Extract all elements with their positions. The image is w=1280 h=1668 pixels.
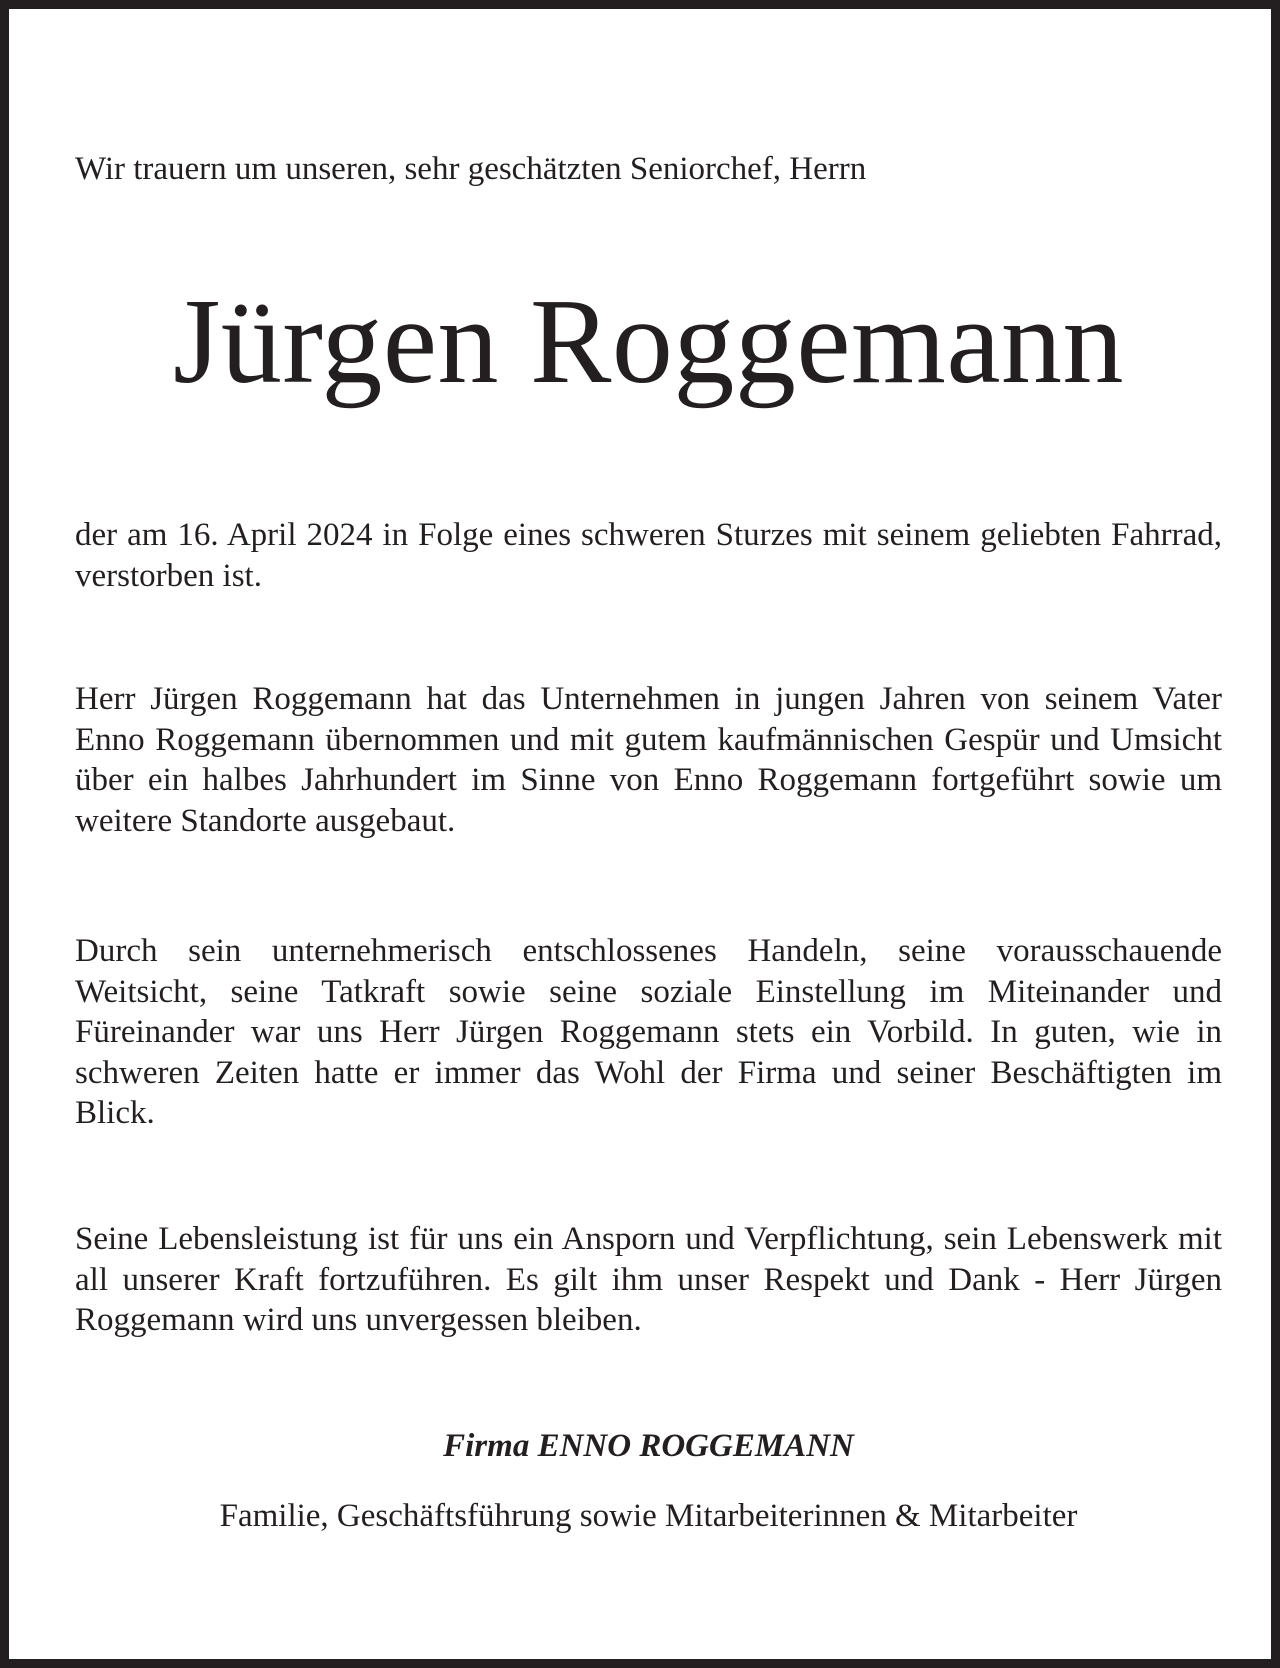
deceased-name: Jürgen Roggemann — [172, 274, 1125, 409]
intro-line: Wir trauern um unseren, sehr geschätzten Seniorchef, Herrn — [75, 151, 867, 187]
signers-line: Familie, Geschäftsführung sowie Mitarbeiterinnen & Mitarbeiter — [219, 1498, 1078, 1534]
paragraph-company-history: Herr Jürgen Roggemann hat das Unternehmen in jungen Jahren von seinem Vater Enno Roggemann übernommen und mit gutem kaufmännischen Gespür und Umsicht über ein halbes Jahrhundert im Sinne von Enno Roggemann fortgeführt sowie um weitere Standorte ausgebaut. — [75, 681, 1222, 839]
paragraph-death-notice: der am 16. April 2024 in Folge eines schweren Sturzes mit seinem geliebten Fahrrad, verstorben ist. — [75, 517, 1222, 594]
paragraph-tribute: Durch sein unternehmerisch entschlossenes Handeln, seine vorausschauende Weitsicht, seine Tatkraft sowie seine soziale Einstellung im Miteinander und Füreinander war uns Herr Jürgen Roggemann stets ein Vorbild. In guten, wie in schweren Zeiten hatte er immer das Wohl der Firma und seiner Beschäftigten im Blick. — [75, 933, 1222, 1131]
firm-name: Firma ENNO ROGGEMANN — [443, 1428, 854, 1464]
paragraph-legacy: Seine Lebensleistung ist für uns ein Ansporn und Verpflichtung, sein Lebenswerk mit all unserer Kraft fortzuführen. Es gilt ihm unser Respekt und Dank - Herr Jürgen Roggemann wird uns unvergessen bleiben. — [75, 1221, 1222, 1338]
